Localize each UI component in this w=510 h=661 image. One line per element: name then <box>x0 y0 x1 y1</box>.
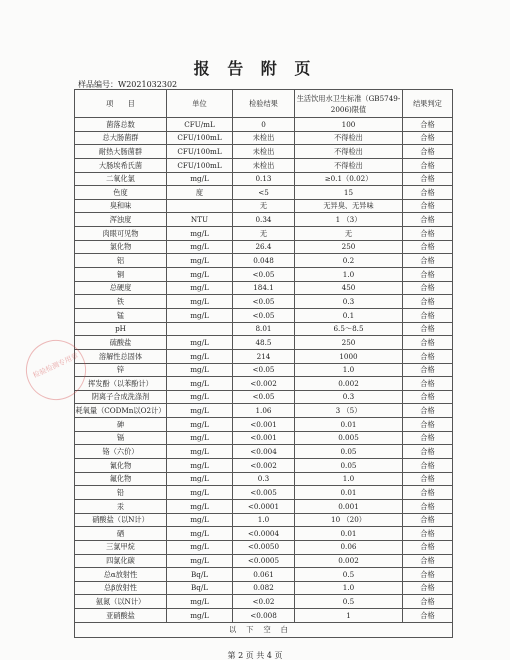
cell-unit: mg/L <box>167 404 233 418</box>
cell-unit: mg/L <box>167 486 233 500</box>
cell-unit: mg/L <box>167 431 233 445</box>
table-row <box>75 568 453 582</box>
cell-limit: 15 <box>295 186 403 200</box>
table-body <box>75 118 453 623</box>
table-row <box>75 281 453 295</box>
footer-text: 以下空白 <box>75 622 453 637</box>
cell-judgement: 合格 <box>403 499 453 513</box>
cell-item: 三氯甲烷 <box>75 540 167 554</box>
cell-result: <0.001 <box>233 431 295 445</box>
cell-limit: 0.1 <box>295 308 403 322</box>
cell-judgement: 合格 <box>403 609 453 623</box>
cell-judgement: 合格 <box>403 268 453 282</box>
cell-item: 锌 <box>75 363 167 377</box>
cell-limit: 10 （20） <box>295 513 403 527</box>
table-row <box>75 377 453 391</box>
cell-judgement: 合格 <box>403 240 453 254</box>
cell-result: <0.005 <box>233 486 295 500</box>
cell-limit: 0.06 <box>295 540 403 554</box>
cell-result: <0.002 <box>233 377 295 391</box>
cell-result: <0.008 <box>233 609 295 623</box>
cell-item: 铁 <box>75 295 167 309</box>
cell-item: 总硬度 <box>75 281 167 295</box>
cell-item: 铬（六价） <box>75 445 167 459</box>
table-row <box>75 472 453 486</box>
cell-limit: 1.0 <box>295 581 403 595</box>
cell-result: 0.061 <box>233 568 295 582</box>
cell-result: 1.0 <box>233 513 295 527</box>
cell-item: 汞 <box>75 499 167 513</box>
cell-limit: 不得检出 <box>295 131 403 145</box>
table-row <box>75 145 453 159</box>
cell-judgement: 合格 <box>403 158 453 172</box>
table-row <box>75 295 453 309</box>
cell-item: 锰 <box>75 308 167 322</box>
cell-result: <0.0050 <box>233 540 295 554</box>
cell-limit: 0.05 <box>295 445 403 459</box>
cell-result: <0.0005 <box>233 554 295 568</box>
cell-unit: mg/L <box>167 445 233 459</box>
cell-item: 硫酸盐 <box>75 336 167 350</box>
cell-limit: 0.3 <box>295 390 403 404</box>
cell-item: 菌落总数 <box>75 118 167 132</box>
cell-unit: mg/L <box>167 472 233 486</box>
table-row <box>75 540 453 554</box>
table-row <box>75 199 453 213</box>
cell-limit: ≥0.1（0.02） <box>295 172 403 186</box>
cell-judgement: 合格 <box>403 322 453 336</box>
cell-unit: mg/L <box>167 254 233 268</box>
cell-judgement: 合格 <box>403 513 453 527</box>
cell-judgement: 合格 <box>403 486 453 500</box>
cell-unit: mg/L <box>167 308 233 322</box>
cell-item: 硝酸盐（以N计） <box>75 513 167 527</box>
cell-item: 阴离子合成洗涤剂 <box>75 390 167 404</box>
table-row <box>75 172 453 186</box>
cell-item: 砷 <box>75 418 167 432</box>
cell-item: 溶解性总固体 <box>75 349 167 363</box>
cell-unit: mg/L <box>167 390 233 404</box>
cell-limit: 6.5～8.5 <box>295 322 403 336</box>
cell-item: 铜 <box>75 268 167 282</box>
cell-limit: 250 <box>295 336 403 350</box>
table-row <box>75 459 453 473</box>
cell-result: 未检出 <box>233 131 295 145</box>
cell-unit: mg/L <box>167 595 233 609</box>
cell-judgement: 合格 <box>403 568 453 582</box>
cell-item: 铝 <box>75 254 167 268</box>
table-row <box>75 254 453 268</box>
cell-result: <0.0004 <box>233 527 295 541</box>
cell-unit: mg/L <box>167 554 233 568</box>
cell-item: 总α放射性 <box>75 568 167 582</box>
table-row <box>75 418 453 432</box>
cell-unit: mg/L <box>167 377 233 391</box>
cell-judgement: 合格 <box>403 145 453 159</box>
cell-limit: 0.001 <box>295 499 403 513</box>
cell-judgement: 合格 <box>403 540 453 554</box>
cell-limit: 1 （3） <box>295 213 403 227</box>
cell-judgement: 合格 <box>403 254 453 268</box>
cell-item: 镉 <box>75 431 167 445</box>
cell-result: 0.3 <box>233 472 295 486</box>
cell-judgement: 合格 <box>403 581 453 595</box>
table-row <box>75 581 453 595</box>
cell-item: 氟化物 <box>75 472 167 486</box>
cell-item: 大肠埃希氏菌 <box>75 158 167 172</box>
cell-limit: 0.002 <box>295 554 403 568</box>
cell-judgement: 合格 <box>403 377 453 391</box>
cell-result: <5 <box>233 186 295 200</box>
cell-limit: 0.5 <box>295 595 403 609</box>
cell-result: <0.0001 <box>233 499 295 513</box>
table-row <box>75 431 453 445</box>
cell-limit: 0.01 <box>295 418 403 432</box>
table-row <box>75 404 453 418</box>
cell-limit: 无 <box>295 227 403 241</box>
cell-limit: 250 <box>295 240 403 254</box>
cell-result: 无 <box>233 199 295 213</box>
table-row <box>75 336 453 350</box>
table-row <box>75 595 453 609</box>
cell-unit: mg/L <box>167 540 233 554</box>
table-row <box>75 554 453 568</box>
cell-item: pH <box>75 322 167 336</box>
cell-limit: 1.0 <box>295 363 403 377</box>
cell-result: <0.05 <box>233 295 295 309</box>
page-title: 报 告 附 页 <box>193 59 317 78</box>
cell-judgement: 合格 <box>403 445 453 459</box>
cell-limit: 100 <box>295 118 403 132</box>
cell-result: 0.34 <box>233 213 295 227</box>
table-row <box>75 349 453 363</box>
cell-result: 0.082 <box>233 581 295 595</box>
cell-result: 214 <box>233 349 295 363</box>
table-row <box>75 240 453 254</box>
cell-item: 硒 <box>75 527 167 541</box>
cell-result: <0.02 <box>233 595 295 609</box>
cell-unit: CFU/100mL <box>167 158 233 172</box>
header-item: 项 目 <box>75 90 167 118</box>
results-table <box>74 89 453 638</box>
cell-judgement: 合格 <box>403 295 453 309</box>
cell-result: <0.05 <box>233 308 295 322</box>
cell-judgement: 合格 <box>403 336 453 350</box>
cell-result: <0.05 <box>233 390 295 404</box>
cell-judgement: 合格 <box>403 118 453 132</box>
cell-unit: mg/L <box>167 363 233 377</box>
cell-item: 耐热大肠菌群 <box>75 145 167 159</box>
cell-item: 总β放射性 <box>75 581 167 595</box>
cell-item: 耗氧量（CODMn以O2计） <box>75 404 167 418</box>
table-row <box>75 609 453 623</box>
cell-unit: CFU/mL <box>167 118 233 132</box>
cell-judgement: 合格 <box>403 186 453 200</box>
cell-item: 四氯化碳 <box>75 554 167 568</box>
cell-judgement: 合格 <box>403 131 453 145</box>
cell-limit: 0.3 <box>295 295 403 309</box>
cell-limit: 3 （5） <box>295 404 403 418</box>
cell-limit: 450 <box>295 281 403 295</box>
cell-judgement: 合格 <box>403 431 453 445</box>
page-number: 第 2 页 共 4 页 <box>227 651 283 660</box>
cell-item: 总大肠菌群 <box>75 131 167 145</box>
cell-unit <box>167 199 233 213</box>
cell-judgement: 合格 <box>403 595 453 609</box>
cell-item: 臭和味 <box>75 199 167 213</box>
header-judgement: 结果判定 <box>403 90 453 118</box>
table-row <box>75 186 453 200</box>
table-row <box>75 268 453 282</box>
cell-item: 氯化物 <box>75 240 167 254</box>
header-standard: 生活饮用水卫生标准（GB5749-2006)限值 <box>295 90 403 118</box>
cell-unit: mg/L <box>167 172 233 186</box>
cell-judgement: 合格 <box>403 404 453 418</box>
header-unit: 单位 <box>167 90 233 118</box>
table-row <box>75 499 453 513</box>
cell-result: 无 <box>233 227 295 241</box>
cell-limit: 1 <box>295 609 403 623</box>
cell-limit: 不得检出 <box>295 158 403 172</box>
cell-unit: 度 <box>167 186 233 200</box>
cell-result: 26.4 <box>233 240 295 254</box>
cell-unit: mg/L <box>167 227 233 241</box>
cell-unit: mg/L <box>167 281 233 295</box>
cell-judgement: 合格 <box>403 213 453 227</box>
cell-judgement: 合格 <box>403 172 453 186</box>
table-row <box>75 363 453 377</box>
cell-limit: 0.5 <box>295 568 403 582</box>
cell-limit: 0.005 <box>295 431 403 445</box>
table-row <box>75 322 453 336</box>
cell-limit: 1.0 <box>295 472 403 486</box>
cell-result: 8.01 <box>233 322 295 336</box>
table-row <box>75 445 453 459</box>
cell-judgement: 合格 <box>403 227 453 241</box>
cell-unit: mg/L <box>167 459 233 473</box>
cell-unit: mg/L <box>167 295 233 309</box>
cell-judgement: 合格 <box>403 363 453 377</box>
cell-unit <box>167 322 233 336</box>
cell-judgement: 合格 <box>403 199 453 213</box>
cell-unit: mg/L <box>167 527 233 541</box>
cell-judgement: 合格 <box>403 308 453 322</box>
cell-unit: CFU/100mL <box>167 131 233 145</box>
cell-unit: mg/L <box>167 499 233 513</box>
header-result: 检验结果 <box>233 90 295 118</box>
cell-result: 未检出 <box>233 145 295 159</box>
cell-result: <0.004 <box>233 445 295 459</box>
table-row <box>75 390 453 404</box>
cell-unit: mg/L <box>167 418 233 432</box>
table-row <box>75 308 453 322</box>
cell-unit: mg/L <box>167 268 233 282</box>
cell-limit: 0.2 <box>295 254 403 268</box>
cell-result: 未检出 <box>233 158 295 172</box>
cell-unit: NTU <box>167 213 233 227</box>
cell-item: 肉眼可见物 <box>75 227 167 241</box>
cell-unit: Bq/L <box>167 581 233 595</box>
cell-result: <0.05 <box>233 363 295 377</box>
table-row <box>75 513 453 527</box>
table-row <box>75 227 453 241</box>
cell-judgement: 合格 <box>403 527 453 541</box>
cell-unit: CFU/100mL <box>167 145 233 159</box>
table-header-row <box>75 90 453 118</box>
cell-unit: mg/L <box>167 513 233 527</box>
cell-judgement: 合格 <box>403 472 453 486</box>
cell-judgement: 合格 <box>403 281 453 295</box>
cell-judgement: 合格 <box>403 554 453 568</box>
cell-item: 二氧化氯 <box>75 172 167 186</box>
cell-unit: mg/L <box>167 336 233 350</box>
table-row <box>75 486 453 500</box>
sample-number: 样品编号：W2021032302 <box>78 80 178 89</box>
cell-limit: 1000 <box>295 349 403 363</box>
cell-item: 色度 <box>75 186 167 200</box>
cell-unit: mg/L <box>167 349 233 363</box>
cell-item: 氰化物 <box>75 459 167 473</box>
table-row <box>75 131 453 145</box>
table-row <box>75 158 453 172</box>
cell-limit: 0.01 <box>295 486 403 500</box>
cell-judgement: 合格 <box>403 349 453 363</box>
cell-result: 0.13 <box>233 172 295 186</box>
cell-judgement: 合格 <box>403 459 453 473</box>
cell-judgement: 合格 <box>403 418 453 432</box>
cell-unit: Bq/L <box>167 568 233 582</box>
table-row <box>75 118 453 132</box>
cell-limit: 不得检出 <box>295 145 403 159</box>
table-row <box>75 527 453 541</box>
cell-item: 铅 <box>75 486 167 500</box>
cell-limit: 0.01 <box>295 527 403 541</box>
cell-result: 0.048 <box>233 254 295 268</box>
cell-result: 1.06 <box>233 404 295 418</box>
cell-result: 184.1 <box>233 281 295 295</box>
cell-unit: mg/L <box>167 240 233 254</box>
footer-row <box>75 622 453 637</box>
cell-judgement: 合格 <box>403 390 453 404</box>
cell-limit: 0.002 <box>295 377 403 391</box>
cell-item: 浑浊度 <box>75 213 167 227</box>
cell-result: <0.002 <box>233 459 295 473</box>
cell-limit: 0.05 <box>295 459 403 473</box>
cell-unit: mg/L <box>167 609 233 623</box>
cell-result: <0.05 <box>233 268 295 282</box>
cell-limit: 无异臭、无异味 <box>295 199 403 213</box>
cell-result: 48.5 <box>233 336 295 350</box>
cell-result: <0.001 <box>233 418 295 432</box>
cell-limit: 1.0 <box>295 268 403 282</box>
cell-item: 氨氮（以N计） <box>75 595 167 609</box>
cell-result: 0 <box>233 118 295 132</box>
table-row <box>75 213 453 227</box>
cell-item: 挥发酚（以苯酚计） <box>75 377 167 391</box>
stamp-text: 检验检测专用章 <box>31 351 80 380</box>
cell-item: 亚硝酸盐 <box>75 609 167 623</box>
